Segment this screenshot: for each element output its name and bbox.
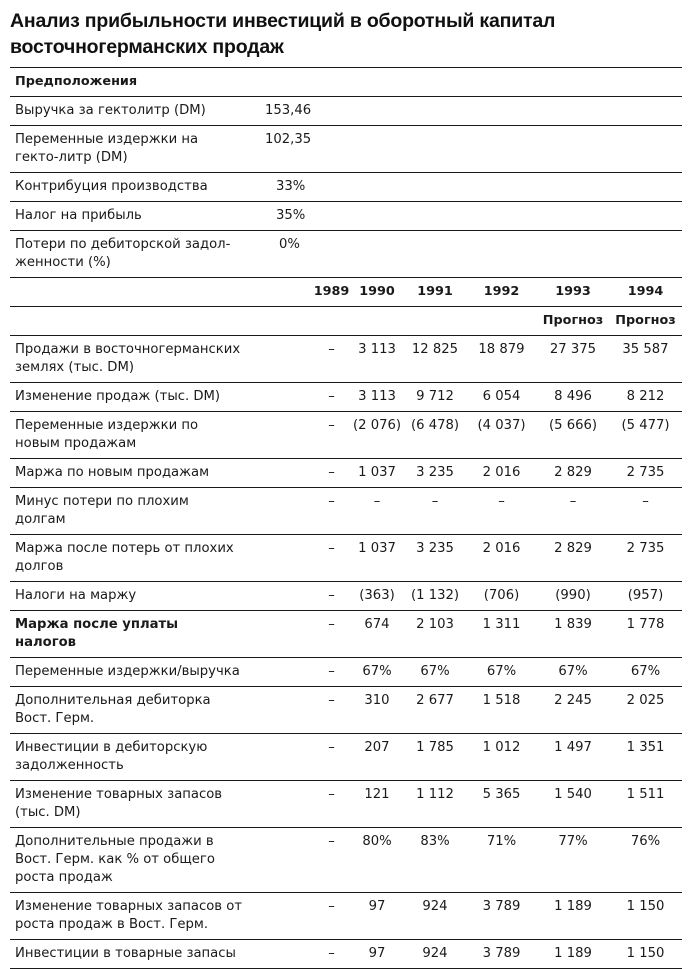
empty-cell <box>466 307 537 336</box>
assumption-value: 33% <box>245 173 682 202</box>
row-value: – <box>313 893 350 940</box>
row-value: 1 012 <box>466 734 537 781</box>
table-row <box>10 734 682 781</box>
row-value: (5 477) <box>609 412 682 459</box>
table-row <box>10 535 682 582</box>
row-value: 1 037 <box>350 459 404 488</box>
row-value: 1 311 <box>466 611 537 658</box>
row-value: – <box>537 488 609 535</box>
row-value: 3 789 <box>466 940 537 969</box>
row-value: 674 <box>350 611 404 658</box>
row-value: (4 037) <box>466 412 537 459</box>
row-value: 3 235 <box>404 459 466 488</box>
row-value: 8 496 <box>537 383 609 412</box>
assumption-row <box>10 126 682 173</box>
row-label: Маржа после потерь от плохих долгов <box>10 535 313 582</box>
row-value: – <box>313 828 350 893</box>
row-value: 2 016 <box>466 535 537 582</box>
assumption-value: 35% <box>245 202 682 231</box>
row-value: 6 054 <box>466 383 537 412</box>
year-header: 1994 <box>609 278 682 307</box>
empty-cell <box>350 307 404 336</box>
row-value: – <box>609 488 682 535</box>
row-value: – <box>313 940 350 969</box>
row-value: 1 518 <box>466 687 537 734</box>
year-header-row <box>10 278 682 307</box>
year-header: 1992 <box>466 278 537 307</box>
table-row <box>10 940 682 969</box>
year-header: 1991 <box>404 278 466 307</box>
row-value: 83% <box>404 828 466 893</box>
row-value: 3 235 <box>404 535 466 582</box>
row-value: 97 <box>350 940 404 969</box>
forecast-row <box>10 307 682 336</box>
row-value: (6 478) <box>404 412 466 459</box>
row-value: (363) <box>350 582 404 611</box>
row-value: 207 <box>350 734 404 781</box>
row-label: Изменение товарных запасов от роста продаж в Вост. Герм. <box>10 893 313 940</box>
row-value: 18 879 <box>466 336 537 383</box>
row-label: Минус потери по плохим долгам <box>10 488 313 535</box>
row-value: 924 <box>404 940 466 969</box>
row-value: 2 829 <box>537 459 609 488</box>
row-value: 71% <box>466 828 537 893</box>
row-value: – <box>313 734 350 781</box>
row-value: 1 497 <box>537 734 609 781</box>
row-value: (706) <box>466 582 537 611</box>
row-label: Дополнительная дебиторка Вост. Герм. <box>10 687 313 734</box>
row-value: 5 365 <box>466 781 537 828</box>
table-row <box>10 412 682 459</box>
assumption-label: Потери по дебиторской задол-женности (%) <box>10 231 245 278</box>
row-value: – <box>313 336 350 383</box>
empty-cell <box>404 307 466 336</box>
row-label: Дополнительные продажи в Вост. Герм. как % от общего роста продаж <box>10 828 313 893</box>
row-value: 2 103 <box>404 611 466 658</box>
row-value: (1 132) <box>404 582 466 611</box>
row-value: – <box>313 488 350 535</box>
row-value: 67% <box>350 658 404 687</box>
row-value: 2 245 <box>537 687 609 734</box>
row-value: 67% <box>609 658 682 687</box>
row-value: 3 113 <box>350 336 404 383</box>
row-value: – <box>313 535 350 582</box>
table-row <box>10 687 682 734</box>
table-row <box>10 781 682 828</box>
row-value: 2 677 <box>404 687 466 734</box>
row-label: Изменение продаж (тыс. DM) <box>10 383 313 412</box>
row-label: Налоги на маржу <box>10 582 313 611</box>
row-value: 12 825 <box>404 336 466 383</box>
row-value: 2 735 <box>609 459 682 488</box>
row-value: 76% <box>609 828 682 893</box>
row-label: Инвестиции в дебиторскую задолженность <box>10 734 313 781</box>
row-value: (5 666) <box>537 412 609 459</box>
assumption-label: Выручка за гектолитр (DM) <box>10 97 245 126</box>
forecast-label: Прогноз <box>537 307 609 336</box>
empty-cell <box>10 307 313 336</box>
assumption-label: Налог на прибыль <box>10 202 245 231</box>
assumption-row <box>10 173 682 202</box>
row-value: 9 712 <box>404 383 466 412</box>
row-value: 1 112 <box>404 781 466 828</box>
assumption-value: 102,35 <box>245 126 682 173</box>
forecast-label: Прогноз <box>609 307 682 336</box>
row-value: 97 <box>350 893 404 940</box>
row-value: (957) <box>609 582 682 611</box>
table-row <box>10 893 682 940</box>
row-value: 924 <box>404 893 466 940</box>
row-value: – <box>313 611 350 658</box>
row-value: (990) <box>537 582 609 611</box>
assumption-value: 0% <box>245 231 682 278</box>
empty-cell <box>313 307 350 336</box>
row-value: – <box>313 459 350 488</box>
row-value: 3 789 <box>466 893 537 940</box>
row-value: – <box>313 687 350 734</box>
row-label: Изменение товарных запасов (тыс. DM) <box>10 781 313 828</box>
row-value: 1 351 <box>609 734 682 781</box>
year-header: 1993 <box>537 278 609 307</box>
row-value: 1 150 <box>609 893 682 940</box>
year-header: 1990 <box>350 278 404 307</box>
table-row <box>10 336 682 383</box>
row-label: Маржа после уплаты налогов <box>10 611 313 658</box>
row-value: (2 076) <box>350 412 404 459</box>
row-value: 80% <box>350 828 404 893</box>
row-label: Инвестиции в товарные запасы <box>10 940 313 969</box>
row-value: 67% <box>466 658 537 687</box>
row-label: Продажи в восточногерманских землях (тыс. DM) <box>10 336 313 383</box>
assumption-value: 153,46 <box>245 97 682 126</box>
row-value: 27 375 <box>537 336 609 383</box>
assumption-row <box>10 97 682 126</box>
table-row <box>10 383 682 412</box>
row-value: 2 829 <box>537 535 609 582</box>
row-value: 35 587 <box>609 336 682 383</box>
assumptions-header: Предположения <box>10 68 682 97</box>
row-value: – <box>350 488 404 535</box>
row-value: 1 150 <box>609 940 682 969</box>
table-row <box>10 582 682 611</box>
row-value: 1 037 <box>350 535 404 582</box>
row-value: – <box>313 658 350 687</box>
row-value: 1 189 <box>537 940 609 969</box>
assumption-label: Переменные издержки на гекто-литр (DM) <box>10 126 245 173</box>
page-title: Анализ прибыльности инвестиций в оборотный капитал восточногерманских продаж <box>10 10 556 58</box>
row-value: 1 189 <box>537 893 609 940</box>
table-row <box>10 658 682 687</box>
row-value: 3 113 <box>350 383 404 412</box>
row-value: 1 540 <box>537 781 609 828</box>
table-row <box>10 488 682 535</box>
row-value: – <box>313 781 350 828</box>
row-value: 310 <box>350 687 404 734</box>
row-value: – <box>466 488 537 535</box>
row-value: 67% <box>537 658 609 687</box>
row-value: 2 735 <box>609 535 682 582</box>
empty-cell <box>10 278 313 307</box>
assumption-row <box>10 202 682 231</box>
row-label: Маржа по новым продажам <box>10 459 313 488</box>
row-value: – <box>313 582 350 611</box>
row-value: 2 025 <box>609 687 682 734</box>
row-value: – <box>404 488 466 535</box>
analysis-table <box>10 67 682 969</box>
row-value: 121 <box>350 781 404 828</box>
row-value: – <box>313 383 350 412</box>
table-row <box>10 611 682 658</box>
assumption-label: Контрибуция производства <box>10 173 245 202</box>
row-value: 1 839 <box>537 611 609 658</box>
row-value: 77% <box>537 828 609 893</box>
year-header: 1989 <box>313 278 350 307</box>
assumption-row <box>10 231 682 278</box>
row-value: 1 511 <box>609 781 682 828</box>
row-label: Переменные издержки по новым продажам <box>10 412 313 459</box>
table-row <box>10 459 682 488</box>
row-value: – <box>313 412 350 459</box>
row-value: 2 016 <box>466 459 537 488</box>
row-label: Переменные издержки/выручка <box>10 658 313 687</box>
row-value: 67% <box>404 658 466 687</box>
row-value: 8 212 <box>609 383 682 412</box>
table-row <box>10 828 682 893</box>
assumptions-header-row <box>10 68 682 97</box>
row-value: 1 785 <box>404 734 466 781</box>
row-value: 1 778 <box>609 611 682 658</box>
